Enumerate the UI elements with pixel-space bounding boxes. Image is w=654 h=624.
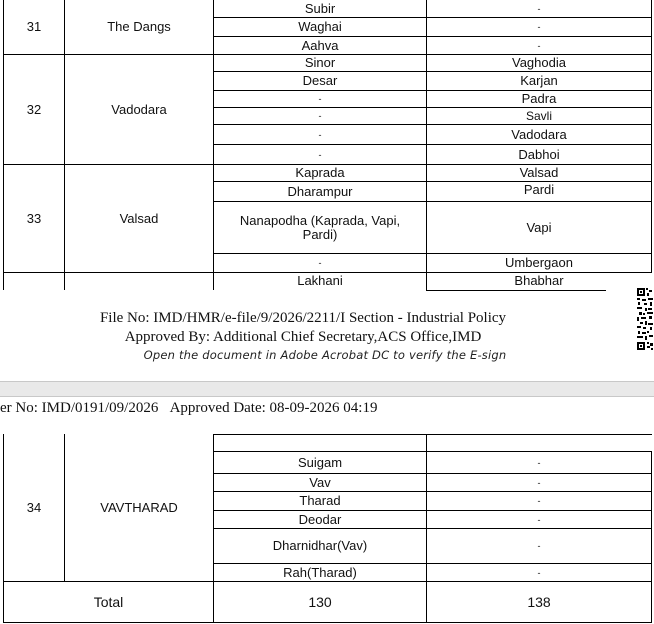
- taluka-cell: -: [537, 514, 541, 525]
- row-number: 32: [26, 101, 42, 117]
- taluka-cell: Waghai: [298, 19, 342, 34]
- taluka-cell: Dabhoi: [518, 146, 560, 162]
- taluka-cell: Kaprada: [295, 165, 345, 180]
- taluka-cell: Bhabhar: [514, 273, 564, 288]
- taluka-cell: Dharampur: [287, 183, 353, 199]
- district-name: Valsad: [119, 210, 159, 226]
- page-separator: [0, 382, 654, 396]
- district-name: VAVTHARAD: [100, 499, 178, 515]
- taluka-cell: -: [318, 149, 322, 160]
- taluka-cell: -: [318, 258, 322, 268]
- taluka-cell: Vadodara: [511, 126, 567, 142]
- taluka-cell: Deodar: [298, 511, 342, 527]
- taluka-cell: -: [537, 457, 541, 468]
- approved-date: Approved Date: 08-09-2026 04:19: [169, 400, 378, 416]
- taluka-cell: Padra: [521, 91, 557, 106]
- taluka-cell: Nanapodha (Kaprada, Vapi, Pardi): [239, 212, 401, 242]
- taluka-cell: Vav: [309, 474, 331, 490]
- taluka-cell: -: [318, 129, 322, 140]
- district-name: The Dangs: [107, 19, 171, 34]
- taluka-cell: -: [537, 541, 541, 551]
- district-name: Vadodara: [111, 101, 167, 117]
- esign-verify-note: Open the document in Adobe Acrobat DC to verify the E-sign: [143, 348, 507, 362]
- taluka-cell: -: [537, 40, 541, 51]
- taluka-cell: Rah(Tharad): [283, 564, 357, 580]
- taluka-cell: Tharad: [299, 493, 341, 508]
- taluka-cell: Desar: [302, 73, 338, 88]
- taluka-cell: Valsad: [519, 165, 559, 180]
- row-number: 33: [26, 210, 42, 226]
- page-header: [0, 400, 377, 417]
- taluka-cell: -: [537, 22, 541, 32]
- taluka-cell: -: [318, 94, 322, 104]
- taluka-cell: -: [537, 567, 541, 578]
- approved-by: Approved By: Additional Chief Secretary,ACS Office,IMD: [124, 329, 482, 345]
- row-number: 34: [26, 499, 42, 515]
- file-number: File No: IMD/HMR/e-file/9/2026/2211/I Section - Industrial Policy: [99, 310, 507, 326]
- taluka-cell: Subir: [304, 0, 336, 16]
- taluka-cell: Lakhani: [297, 273, 343, 288]
- taluka-cell: Karjan: [520, 73, 558, 88]
- letter-number: er No: IMD/0191/09/2026: [0, 400, 159, 416]
- taluka-cell: -: [537, 477, 541, 488]
- taluka-cell: Vapi: [526, 219, 552, 235]
- taluka-cell: Savli: [525, 109, 552, 123]
- taluka-cell: Umbergaon: [505, 255, 573, 270]
- row-number: 31: [26, 19, 42, 34]
- taluka-cell: Pardi: [523, 182, 555, 197]
- taluka-cell: -: [318, 111, 322, 121]
- taluka-cell: Vaghodia: [512, 55, 566, 70]
- taluka-cell: Sinor: [304, 55, 336, 70]
- qr-code-icon: [636, 286, 654, 352]
- total-col4: 138: [527, 594, 551, 610]
- taluka-cell: Aahva: [301, 37, 339, 53]
- total-label: Total: [93, 594, 124, 610]
- taluka-cell: Suigam: [297, 454, 343, 470]
- taluka-cell: Dharnidhar(Vav): [272, 538, 368, 553]
- taluka-cell: -: [537, 496, 541, 506]
- total-col3: 130: [308, 594, 332, 610]
- taluka-cell: -: [537, 3, 541, 14]
